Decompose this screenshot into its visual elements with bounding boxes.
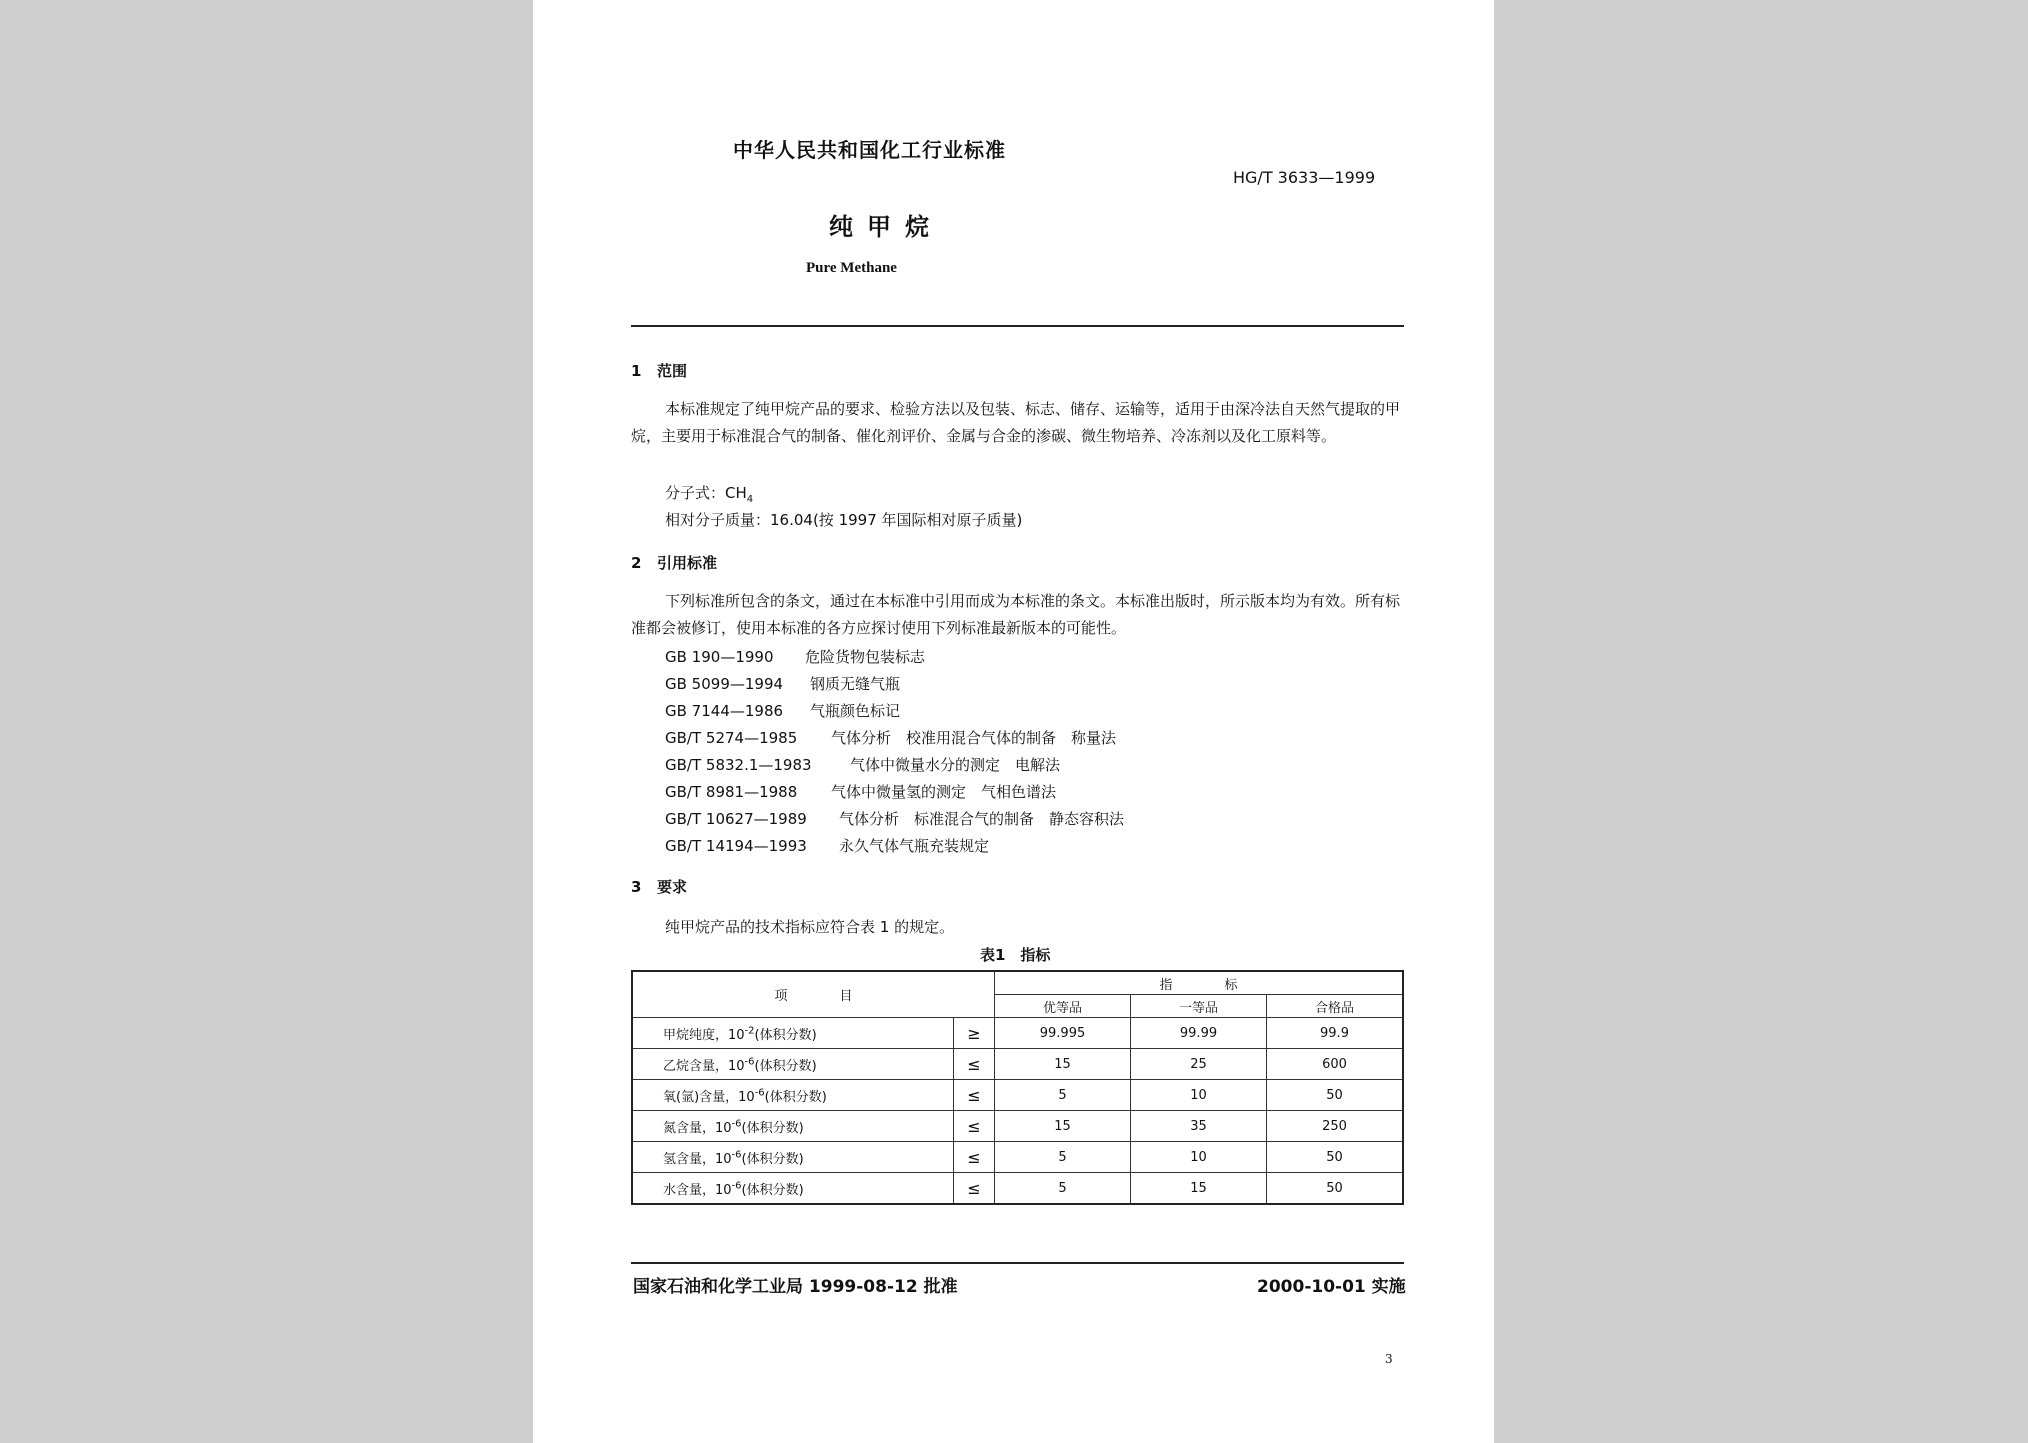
- operator-cell: ≤: [954, 1049, 995, 1080]
- grade-header: 一等品: [1131, 995, 1267, 1018]
- value-cell: 5: [995, 1142, 1131, 1173]
- section-3-paragraph: 纯甲烷产品的技术指标应符合表 1 的规定。: [665, 918, 955, 936]
- reference-title: 气体中微量氢的测定 气相色谱法: [831, 783, 1057, 801]
- section-2-heading: [631, 552, 717, 573]
- item-cell: 氢含量，$10^{-6}$(体积分数): [632, 1142, 954, 1173]
- reference-item: [665, 646, 925, 667]
- reference-title: 危险货物包装标志: [805, 648, 926, 666]
- footer-divider: [631, 1262, 1404, 1264]
- value-cell: 50: [1267, 1080, 1404, 1111]
- section-title: 引用标准: [657, 554, 718, 572]
- reference-code: GB 190—1990: [665, 648, 774, 666]
- grade-header: 优等品: [995, 995, 1131, 1018]
- value-cell: 99.9: [1267, 1018, 1404, 1049]
- reference-code: GB/T 5832.1—1983: [665, 756, 812, 774]
- table-row: [632, 1173, 1403, 1205]
- section-number: 2: [631, 554, 642, 572]
- reference-item: [665, 835, 989, 856]
- value-cell: 99.995: [995, 1018, 1131, 1049]
- section-number: 1: [631, 362, 642, 380]
- value-cell: 250: [1267, 1111, 1404, 1142]
- item-cell: 甲烷纯度，$10^{-2}$(体积分数): [632, 1018, 954, 1049]
- section-3-heading: [631, 876, 687, 897]
- value-cell: 5: [995, 1173, 1131, 1205]
- value-cell: 10: [1131, 1080, 1267, 1111]
- specification-table: [631, 970, 1404, 1205]
- item-cell: 乙烷含量，$10^{-6}$(体积分数): [632, 1049, 954, 1080]
- section-number: 3: [631, 878, 642, 896]
- document-page: [533, 0, 1494, 1443]
- header-divider: [631, 325, 1404, 327]
- section-title: 范围: [657, 362, 688, 380]
- value-cell: 15: [995, 1049, 1131, 1080]
- operator-cell: ≥: [954, 1018, 995, 1049]
- operator-cell: ≤: [954, 1080, 995, 1111]
- value-cell: 99.99: [1131, 1018, 1267, 1049]
- reference-code: GB/T 8981—1988: [665, 783, 798, 801]
- table-header-row: [632, 971, 1403, 995]
- value-cell: 35: [1131, 1111, 1267, 1142]
- reference-title: 钢质无缝气瓶: [810, 675, 901, 693]
- reference-title: 气体中微量水分的测定 电解法: [850, 756, 1061, 774]
- item-cell: 氧(氩)含量，$10^{-6}$(体积分数): [632, 1080, 954, 1111]
- table-row: [632, 1018, 1403, 1049]
- operator-cell: ≤: [954, 1142, 995, 1173]
- reference-code: GB/T 5274—1985: [665, 729, 798, 747]
- formula-subscript: 4: [746, 494, 754, 505]
- index-header: 指 标: [995, 971, 1404, 995]
- value-cell: 15: [1131, 1173, 1267, 1205]
- value-cell: 15: [995, 1111, 1131, 1142]
- formula-label: 分子式：CH: [665, 484, 747, 502]
- page-number: 3: [1385, 1352, 1393, 1366]
- reference-code: GB/T 14194—1993: [665, 837, 807, 855]
- section-title: 要求: [657, 878, 688, 896]
- reference-title: 永久气体气瓶充装规定: [839, 837, 990, 855]
- table-row: [632, 1080, 1403, 1111]
- document-title: 纯甲烷: [829, 213, 943, 241]
- table-caption: 表1 指标: [980, 946, 1051, 964]
- value-cell: 25: [1131, 1049, 1267, 1080]
- reference-item: [665, 727, 1116, 748]
- reference-item: [665, 673, 900, 694]
- section-1-heading: [631, 360, 687, 381]
- operator-cell: ≤: [954, 1173, 995, 1205]
- value-cell: 10: [1131, 1142, 1267, 1173]
- table-row: [632, 1111, 1403, 1142]
- value-cell: 600: [1267, 1049, 1404, 1080]
- reference-code: GB 5099—1994: [665, 675, 784, 693]
- reference-code: GB 7144—1986: [665, 702, 784, 720]
- table-row: [632, 1142, 1403, 1173]
- issuing-organization: 中华人民共和国化工行业标准: [733, 138, 1006, 162]
- reference-item: [665, 781, 1056, 802]
- section-2-paragraph: 下列标准所包含的条文，通过在本标准中引用而成为本标准的条文。本标准出版时，所示版本均为有效。所有标准都会被修订，使用本标准的各方应探讨使用下列标准最新版本的可能性。: [631, 592, 1401, 637]
- reference-code: GB/T 10627—1989: [665, 810, 807, 828]
- operator-cell: ≤: [954, 1111, 995, 1142]
- reference-item: [665, 754, 1060, 775]
- approval-line: 国家石油和化学工业局 1999-08-12 批准: [633, 1277, 958, 1297]
- table-row: [632, 1049, 1403, 1080]
- reference-title: 气瓶颜色标记: [810, 702, 901, 720]
- reference-item: [665, 700, 900, 721]
- value-cell: 50: [1267, 1173, 1404, 1205]
- item-header: 项 目: [632, 971, 995, 1018]
- section-1-paragraph: 本标准规定了纯甲烷产品的要求、检验方法以及包装、标志、储存、运输等，适用于由深冷法自天然气提取的甲烷，主要用于标准混合气的制备、催化剂评价、金属与合金的渗碳、微生物培养、冷冻剂以及化工原料等。: [631, 400, 1401, 445]
- document-subtitle: Pure Methane: [806, 260, 897, 276]
- standard-code: HG/T 3633—1999: [1233, 168, 1376, 187]
- item-cell: 氮含量，$10^{-6}$(体积分数): [632, 1111, 954, 1142]
- effective-date: 2000-10-01 实施: [1257, 1277, 1406, 1297]
- grade-header: 合格品: [1267, 995, 1404, 1018]
- value-cell: 5: [995, 1080, 1131, 1111]
- reference-title: 气体分析 校准用混合气体的制备 称量法: [831, 729, 1117, 747]
- molecular-formula: [665, 482, 753, 505]
- item-cell: 水含量，$10^{-6}$(体积分数): [632, 1173, 954, 1205]
- reference-title: 气体分析 标准混合气的制备 静态容积法: [839, 810, 1125, 828]
- molecular-mass: 相对分子质量：16.04(按 1997 年国际相对原子质量): [665, 511, 1023, 529]
- reference-item: [665, 808, 1124, 829]
- value-cell: 50: [1267, 1142, 1404, 1173]
